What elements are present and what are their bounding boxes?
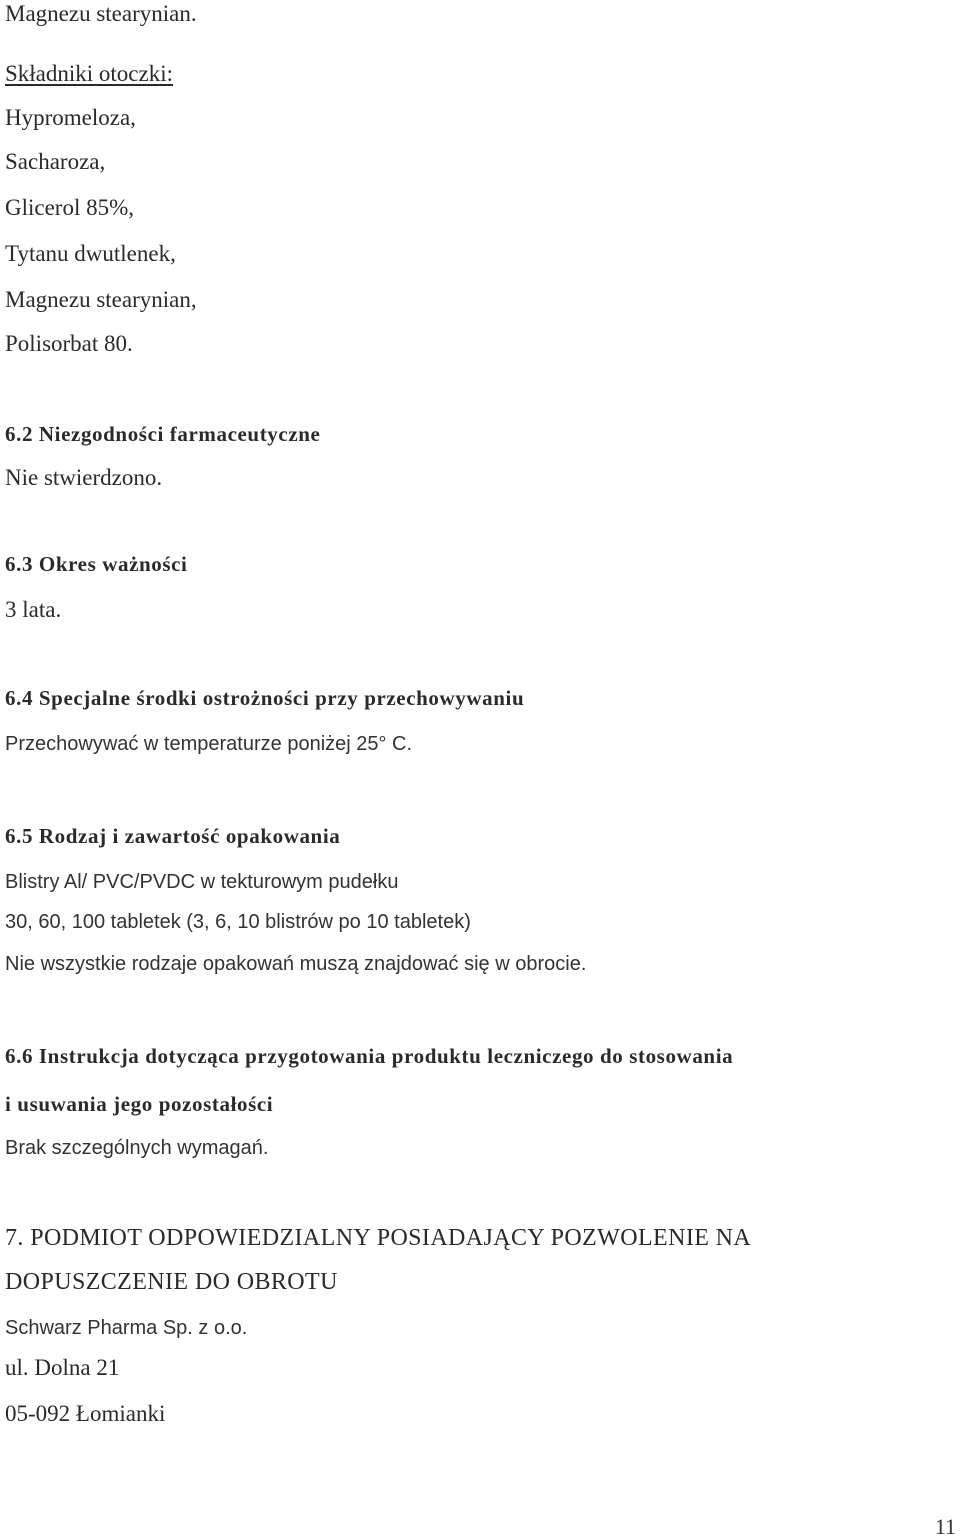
- page-number: 11: [934, 1514, 956, 1539]
- text-line: ul. Dolna 21: [5, 1355, 120, 1380]
- text-line: Nie wszystkie rodzaje opakowań muszą znajdować się w obrocie.: [5, 953, 587, 975]
- section-heading-6-6-cont: i usuwania jego pozostałości: [5, 1092, 274, 1116]
- section-heading-6-2: 6.2 Niezgodności farmaceutyczne: [5, 422, 321, 446]
- section-heading-6-5: 6.5 Rodzaj i zawartość opakowania: [5, 824, 341, 848]
- section-heading-6-3: 6.3 Okres ważności: [5, 552, 188, 576]
- text-line: 3 lata.: [5, 597, 62, 622]
- text-line: Magnezu stearynian,: [5, 287, 197, 312]
- text-line: Brak szczególnych wymagań.: [5, 1137, 269, 1159]
- subheading-coating-ingredients: Składniki otoczki:: [5, 61, 174, 86]
- text-line: Sacharoza,: [5, 149, 106, 174]
- text-line: Hypromeloza,: [5, 105, 136, 130]
- text-line: 05-092 Łomianki: [5, 1401, 166, 1426]
- text-line: Schwarz Pharma Sp. z o.o.: [5, 1317, 248, 1339]
- text-line: Polisorbat 80.: [5, 331, 133, 356]
- text-line: Przechowywać w temperaturze poniżej 25° C.: [5, 733, 413, 755]
- text-line: Nie stwierdzono.: [5, 465, 163, 490]
- text-line: 30, 60, 100 tabletek (3, 6, 10 blistrów po 10 tabletek): [5, 911, 471, 933]
- text-line: Blistry Al/ PVC/PVDC w tekturowym pudełku: [5, 871, 399, 893]
- text-line: Glicerol 85%,: [5, 195, 135, 220]
- section-heading-7: 7. PODMIOT ODPOWIEDZIALNY POSIADAJĄCY POZWOLENIE NA: [5, 1225, 752, 1251]
- text-line: Magnezu stearynian.: [5, 1, 197, 26]
- section-heading-6-4: 6.4 Specjalne środki ostrożności przy przechowywaniu: [5, 686, 525, 710]
- text-line: Tytanu dwutlenek,: [5, 241, 176, 266]
- section-heading-7-cont: DOPUSZCZENIE DO OBROTU: [5, 1269, 338, 1295]
- section-heading-6-6: 6.6 Instrukcja dotycząca przygotowania produktu leczniczego do stosowania: [5, 1044, 734, 1068]
